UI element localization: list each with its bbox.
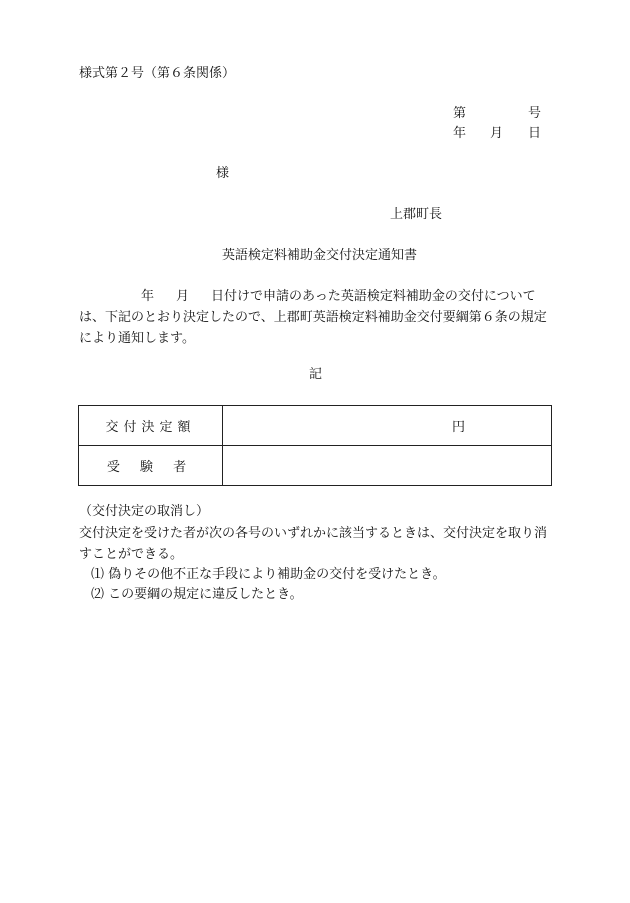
examinee-label: 受 験 者 — [79, 446, 223, 486]
table-row — [79, 446, 552, 486]
date-day: 日 — [528, 126, 542, 141]
examinee-value — [223, 446, 552, 486]
date-year: 年 — [453, 126, 467, 141]
ki-marker: 記 — [309, 367, 323, 382]
table-row — [79, 406, 552, 446]
decision-table — [78, 405, 552, 486]
notice-paragraph — [79, 286, 555, 349]
para-year: 年 — [141, 289, 155, 304]
form-number-label: 様式第２号（第６条関係） — [79, 66, 236, 81]
amount-value: 円 — [223, 406, 552, 446]
addressee-honorific: 様 — [216, 166, 230, 181]
number-go: 号 — [528, 106, 542, 121]
cancellation-item-2: ⑵ この要綱の規定に違反したとき。 — [91, 587, 303, 602]
issuer-name: 上郡町長 — [390, 207, 443, 222]
amount-label: 交付決定額 — [79, 406, 223, 446]
cancellation-text: 交付決定を受けた者が次の各号のいずれかに該当するときは、交付決定を取り消すことができる。 — [79, 526, 548, 562]
cancellation-heading: （交付決定の取消し） — [79, 504, 210, 519]
para-text: 日付けで申請のあった英語検定料補助金の交付については、下記のとおり決定したので、上郡町英語検定料補助金交付要綱第６条の規定により通知します。 — [79, 289, 547, 346]
number-dai: 第 — [453, 106, 467, 121]
document-title: 英語検定料補助金交付決定通知書 — [222, 248, 418, 263]
cancellation-body — [79, 523, 555, 565]
para-month: 月 — [176, 289, 190, 304]
cancellation-item-1: ⑴ 偽りその他不正な手段により補助金の交付を受けたとき。 — [91, 567, 446, 582]
date-month: 月 — [490, 126, 504, 141]
